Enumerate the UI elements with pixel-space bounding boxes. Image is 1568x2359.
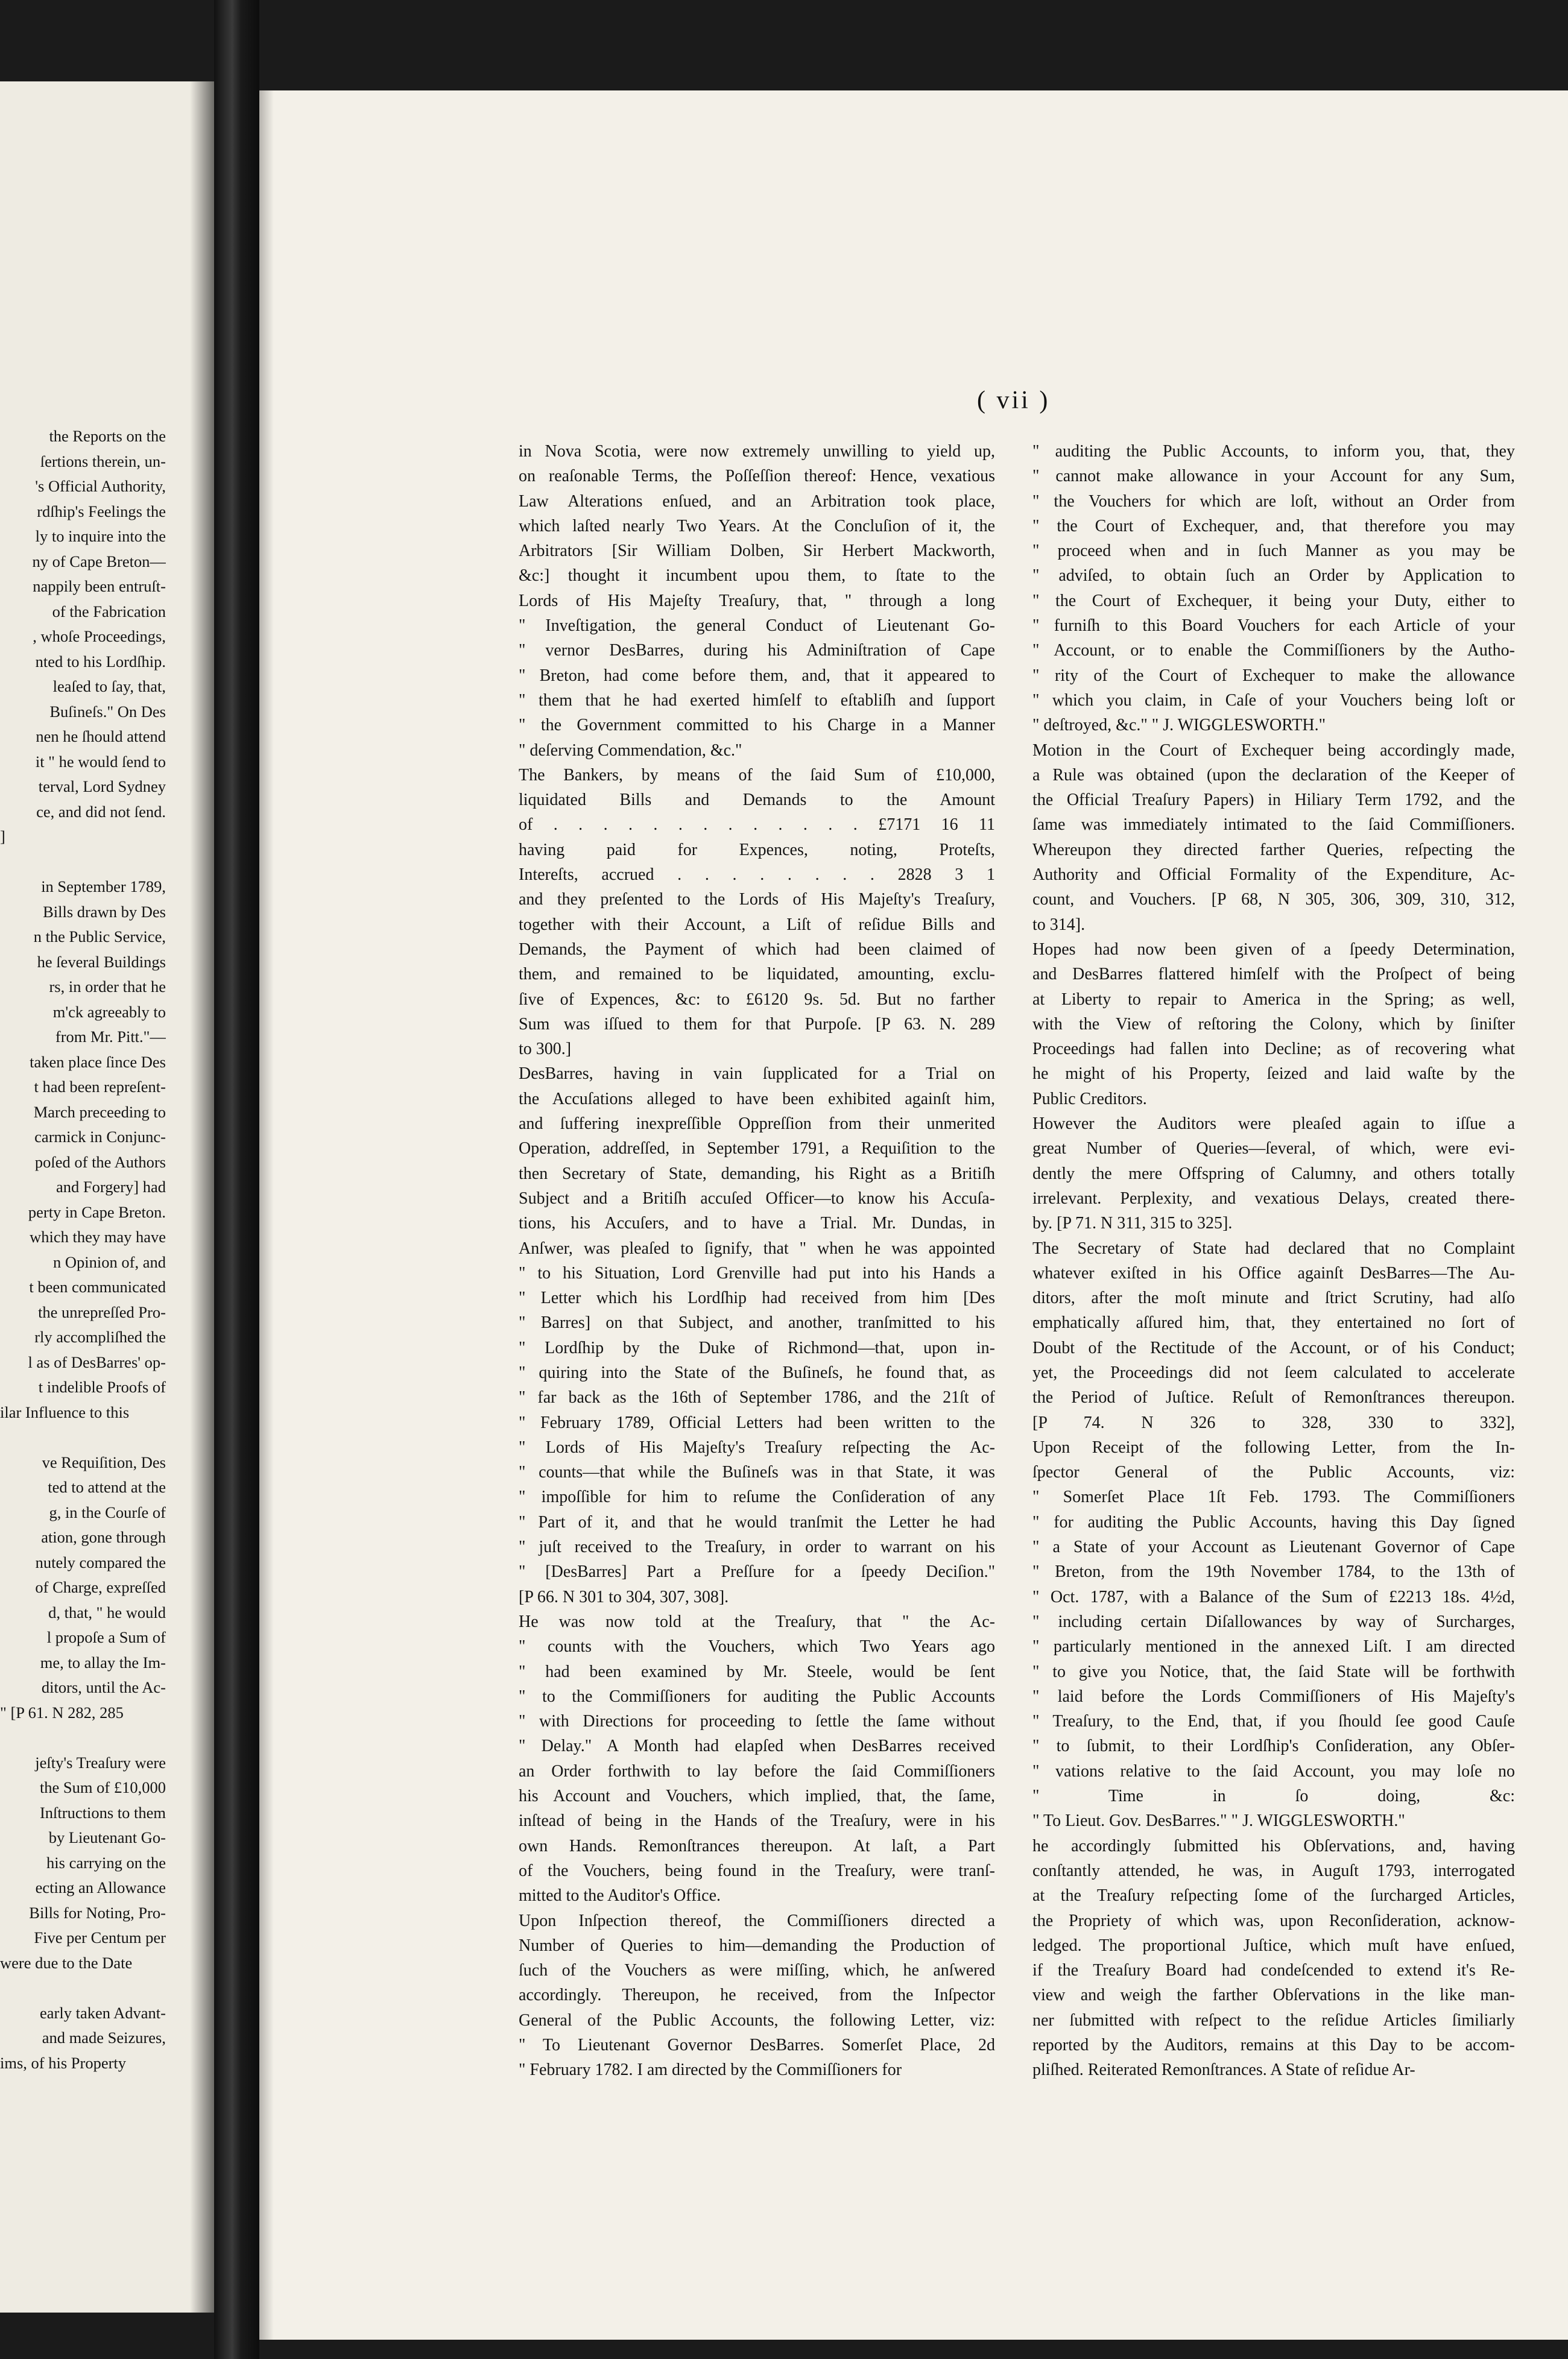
text-line: and they preſented to the Lords of His Majeſty's Treaſury, xyxy=(519,890,995,909)
text-line: tions, his Accuſers, and to have a Trial. Mr. Dundas, in xyxy=(519,1214,995,1233)
text-line: and made Seizures, xyxy=(42,2029,166,2047)
text-line: reported by the Auditors, remains at this Day to be accom- xyxy=(1032,2036,1515,2054)
text-line: view and weigh the farther Obſervations in the like man- xyxy=(1032,1986,1515,2005)
text-line: Operation, addreſſed, in September 1791, a Requiſition to the xyxy=(519,1139,995,1158)
text-line: Five per Centum per xyxy=(34,1928,166,1947)
text-line: " Lords of His Majeſty's Treaſury reſpecting the Ac- xyxy=(519,1438,995,1457)
text-line: ny of Cape Breton— xyxy=(32,552,166,570)
text-line: on reaſonable Terms, the Poſſeſſion thereof: Hence, vexatious xyxy=(519,467,995,486)
text-line: " juſt received to the Treaſury, in order to warrant on his xyxy=(519,1538,995,1557)
text-line: ce, and did not ſend. xyxy=(36,802,166,821)
text-line: his Account and Vouchers, which implied, that, the ſame, xyxy=(519,1787,995,1806)
text-line: g, in the Courſe of xyxy=(49,1503,166,1521)
text-line: " Somerſet Place 1ſt Feb. 1793. The Commiſſioners xyxy=(1032,1488,1515,1507)
text-line: ted to attend at the xyxy=(48,1478,166,1496)
text-line: " Breton, had come before them, and, that it appeared to xyxy=(519,666,995,685)
text-line: of the Fabrication xyxy=(52,602,166,621)
text-line: " the Court of Exchequer, it being your Duty, either to xyxy=(1032,591,1515,610)
text-line: whatever exiſted in his Office againſt DesBarres—The Au- xyxy=(1032,1263,1515,1283)
text-line: conſtantly attended, he was, in Auguſt 1793, interrogated xyxy=(1032,1861,1515,1880)
text-line: together with their Account, a Liſt of reſidue Bills and xyxy=(519,915,995,934)
text-line: " the Court of Exchequer, and, that therefore you may xyxy=(1032,516,1515,535)
text-line: ſive of Expences, &c: to £6120 9s. 5d. But no farther xyxy=(519,990,995,1009)
text-line: March preceeding to xyxy=(33,1102,166,1121)
text-line: n Opinion of, and xyxy=(53,1252,166,1271)
text-line: me, to allay the Im- xyxy=(40,1653,166,1672)
text-line: mitted to the Auditor's Office. xyxy=(519,1886,721,1906)
text-line: " Inveſtigation, the general Conduct of Lieutenant Go- xyxy=(519,616,995,636)
text-line: " Oct. 1787, with a Balance of the Sum of £2213 18s. 4½d, xyxy=(1032,1587,1515,1606)
text-line: the unrepreſſed Pro- xyxy=(38,1303,166,1321)
text-line: " furniſh to this Board Vouchers for each Article of your xyxy=(1032,616,1515,636)
text-line: poſed of the Authors xyxy=(34,1152,166,1171)
text-line: t had been repreſent- xyxy=(34,1078,166,1096)
text-line: " to the Commiſſioners for auditing the Public Accounts xyxy=(519,1687,995,1706)
text-line: it " he would ſend to xyxy=(35,752,166,771)
text-line: of Charge, expreſſed xyxy=(35,1578,166,1596)
text-line: " rity of the Court of Exchequer to make the allowance xyxy=(1032,666,1515,685)
text-line: in September 1789, xyxy=(41,877,166,895)
text-line: " cannot make allowance in your Account for any Sum, xyxy=(1032,467,1515,486)
text-line: if the Treaſury Board had condeſcended to extend it's Re- xyxy=(1032,1961,1515,1980)
text-line: " February 1782. I am directed by the Commiſſioners for xyxy=(519,2061,902,2080)
text-line: " deſtroyed, &c." " J. WIGGLESWORTH." xyxy=(1032,716,1326,735)
text-line: Subject and a Britiſh accuſed Officer—to know his Accuſa- xyxy=(519,1189,995,1208)
text-line: Doubt of the Rectitude of the Account, or of his Conduct; xyxy=(1032,1338,1515,1357)
text-line: ilar Influence to this xyxy=(0,1403,130,1421)
text-line: jeſty's Treaſury were xyxy=(35,1753,166,1772)
text-line: leaſed to ſay, that, xyxy=(52,677,166,695)
book-gutter xyxy=(214,0,259,2359)
text-line: 's Official Authority, xyxy=(35,477,166,495)
text-line: ] xyxy=(0,827,5,845)
text-line: ſuch of the Vouchers as were miſſing, which, he anſwered xyxy=(519,1961,995,1980)
text-line: he accordingly ſubmitted his Obſervations, and, having xyxy=(1032,1836,1515,1855)
text-line: Hopes had now been given of a ſpeedy Determination, xyxy=(1032,939,1515,959)
text-line: Intereſts, accrued . . . . . . . . 2828 3 1 xyxy=(519,865,995,885)
text-line: rly accompliſhed the xyxy=(34,1328,166,1346)
text-line: Upon Receipt of the following Letter, from the In- xyxy=(1032,1438,1515,1457)
text-line: " them that he had exerted himſelf to eſtabliſh and ſupport xyxy=(519,690,995,710)
text-line: ecting an Allowance xyxy=(35,1878,166,1896)
text-line: " laid before the Lords Commiſſioners of His Majeſty's xyxy=(1032,1687,1515,1706)
text-line: ſame was immediately intimated to the ſaid Commiſſioners. xyxy=(1032,815,1515,835)
text-line: " Letter which his Lordſhip had received from him [Des xyxy=(519,1289,995,1308)
text-line: them, and remained to be liquidated, amounting, exclu- xyxy=(519,965,995,984)
text-line: Law Alterations enſued, and an Arbitration took place, xyxy=(519,491,995,511)
text-line: Bills drawn by Des xyxy=(43,902,166,921)
text-line: dently the mere Offspring of Calumny, and others totally xyxy=(1032,1164,1515,1183)
text-line: " [P 61. N 282, 285 xyxy=(0,1703,124,1722)
text-line: " deſerving Commendation, &c." xyxy=(519,741,742,760)
text-line: inſtead of being in the Hands of the Treaſury, were in his xyxy=(519,1811,995,1831)
text-line: his carrying on the xyxy=(46,1853,166,1872)
text-line: General of the Public Accounts, the following Letter, viz: xyxy=(519,2010,995,2030)
text-line: rs, in order that he xyxy=(49,977,166,996)
text-line: " quiring into the State of the Buſineſs, he found that, as xyxy=(519,1363,995,1382)
text-line: " to ſubmit, to their Lordſhip's Conſideration, any Obſer- xyxy=(1032,1737,1515,1756)
text-line: ly to inquire into the xyxy=(35,527,166,545)
text-line xyxy=(0,1425,166,1450)
text-line: and DesBarres flattered himſelf with the Proſpect of being xyxy=(1032,965,1515,984)
text-line: pliſhed. Reiterated Remonſtrances. A State of reſidue Ar- xyxy=(1032,2061,1415,2080)
text-line: " counts with the Vouchers, which Two Years ago xyxy=(519,1637,995,1656)
text-line: in Nova Scotia, were now extremely unwilling to yield up, xyxy=(519,442,995,461)
text-line: ledged. The proportional Juſtice, which muſt have enſued, xyxy=(1032,1936,1515,1955)
text-line: nappily been entruſt- xyxy=(33,577,166,595)
text-line: which laſted nearly Two Years. At the Concluſion of it, the xyxy=(519,516,995,535)
text-line: [P 74. N 326 to 328, 330 to 332], xyxy=(1032,1413,1515,1432)
text-line: Whereupon they directed farther Queries, reſpecting the xyxy=(1032,840,1515,859)
text-line: ner ſubmitted with reſpect to the reſidue Articles ſimiliarly xyxy=(1032,2010,1515,2030)
text-line: which they may have xyxy=(30,1228,166,1246)
text-line: own Hands. Remonſtrances thereupon. At laſt, a Part xyxy=(519,1836,995,1855)
text-line: ims, of his Property xyxy=(0,2053,127,2072)
text-line: " Delay." A Month had elapſed when DesBarres received xyxy=(519,1737,995,1756)
text-line: early taken Advant- xyxy=(40,2003,166,2022)
text-line: ditors, until the Ac- xyxy=(41,1678,166,1696)
text-line: Upon Inſpection thereof, the Commiſſioners directed a xyxy=(519,1911,995,1930)
text-line: Buſineſs." On Des xyxy=(49,702,166,721)
text-line: an Order forthwith to lay before the ſaid Commiſſioners xyxy=(519,1761,995,1781)
text-line: " far back as the 16th of September 1786, and the 21ſt of xyxy=(519,1388,995,1407)
text-line: the Propriety of which was, upon Reconſideration, acknow- xyxy=(1032,1911,1515,1930)
text-line: nted to his Lordſhip. xyxy=(35,652,166,671)
text-line: accordingly. Thereupon, he received, from the Inſpector xyxy=(519,1986,995,2005)
text-line: of . . . . . . . . . . . . . £7171 16 11 xyxy=(519,815,995,835)
text-line: Lords of His Majeſty Treaſury, that, " through a long xyxy=(519,591,995,610)
text-line: " To Lieutenant Governor DesBarres. Somerſet Place, 2d xyxy=(519,2036,995,2054)
text-line: Demands, the Payment of which had been claimed of xyxy=(519,939,995,959)
text-line: Arbitrators [Sir William Dolben, Sir Herbert Mackworth, xyxy=(519,542,995,561)
text-line: " auditing the Public Accounts, to inform you, that, they xyxy=(1032,442,1515,461)
text-line: " particularly mentioned in the annexed Liſt. I am directed xyxy=(1032,1637,1515,1656)
text-line: n the Public Service, xyxy=(33,927,166,946)
text-line: , whoſe Proceedings, xyxy=(33,627,166,645)
text-line: and ſuffering inexpreſſible Oppreſſion from their unmerited xyxy=(519,1114,995,1134)
text-line: the Official Treaſury Papers) in Hiliary Term 1792, and the xyxy=(1032,791,1515,810)
text-line: the Sum of £10,000 xyxy=(39,1778,166,1796)
text-line: at the Treaſury reſpecting ſome of the ſurcharged Articles, xyxy=(1032,1886,1515,1906)
text-line: the Reports on the xyxy=(49,427,166,445)
text-line: " Treaſury, to the End, that, if you ſhould ſee good Cauſe xyxy=(1032,1712,1515,1731)
text-line: with the View of reſtoring the Colony, which by ſiniſter xyxy=(1032,1014,1515,1034)
text-line: " February 1789, Official Letters had been written to the xyxy=(519,1413,995,1432)
text-column-right xyxy=(1032,439,1515,2083)
text-line: The Secretary of State had declared that no Complaint xyxy=(1032,1239,1515,1258)
text-line: taken place ſince Des xyxy=(30,1052,166,1071)
text-line: Inſtructions to them xyxy=(39,1803,166,1822)
text-line: then Secretary of State, demanding, his Right as a Britiſh xyxy=(519,1164,995,1183)
text-line: ſpector General of the Public Accounts, viz: xyxy=(1032,1463,1515,1482)
text-line: and Forgery] had xyxy=(55,1178,166,1196)
text-line: " Barres] on that Subject, and another, tranſmitted to his xyxy=(519,1313,995,1333)
text-line: terval, Lord Sydney xyxy=(38,777,166,795)
text-line: m'ck agreeably to xyxy=(52,1002,166,1021)
text-line: " a State of your Account as Lieutenant Governor of Cape xyxy=(1032,1538,1515,1557)
text-line: " Time in ſo doing, &c: xyxy=(1032,1787,1515,1806)
text-line: Number of Queries to him—demanding the Production of xyxy=(519,1936,995,1955)
text-line: " Breton, from the 19th November 1784, to the 13th of xyxy=(1032,1562,1515,1582)
text-line: from Mr. Pitt."— xyxy=(55,1028,166,1046)
text-line: emphatically aſſured him, that, they entertained no ſort of xyxy=(1032,1313,1515,1333)
text-line: " which you claim, in Caſe of your Vouchers being loſt or xyxy=(1032,690,1515,710)
text-line: he might of his Property, ſeized and laid waſte by the xyxy=(1032,1064,1515,1084)
left-page-text-fragment xyxy=(0,424,166,2076)
text-line: he ſeveral Buildings xyxy=(37,952,166,971)
text-line: " with Directions for proceeding to ſettle the ſame without xyxy=(519,1712,995,1731)
text-line xyxy=(0,1975,166,2001)
text-line: &c:] thought it incumbent upou them, to ſtate to the xyxy=(519,566,995,586)
text-line: rdſhip's Feelings the xyxy=(37,502,166,520)
text-line: were due to the Date xyxy=(0,1953,133,1972)
text-line: " for auditing the Public Accounts, having this Day ſigned xyxy=(1032,1512,1515,1532)
text-line: " Lordſhip by the Duke of Richmond—that, upon in- xyxy=(519,1338,995,1357)
text-line: " counts—that while the Buſineſs was in that State, it was xyxy=(519,1463,995,1482)
text-line: DesBarres, having in vain ſupplicated for a Trial on xyxy=(519,1064,995,1084)
text-line: The Bankers, by means of the ſaid Sum of £10,000, xyxy=(519,765,995,785)
text-line: a Rule was obtained (upon the declaration of the Keeper of xyxy=(1032,765,1515,785)
page-number-header: ( vii ) xyxy=(977,387,1051,414)
text-line: " including certain Diſallowances by way of Surcharges, xyxy=(1032,1612,1515,1631)
text-line: " impoſſible for him to reſume the Conſideration of any xyxy=(519,1488,995,1507)
text-line: by Lieutenant Go- xyxy=(48,1828,166,1846)
text-line: Proceedings had fallen into Decline; as of recovering what xyxy=(1032,1040,1515,1059)
text-line: t been communicated xyxy=(29,1278,166,1296)
text-line xyxy=(0,850,166,875)
text-line: l propoſe a Sum of xyxy=(46,1628,166,1646)
text-line: having paid for Expences, noting, Proteſts, xyxy=(519,840,995,859)
text-line: He was now told at the Treaſury, that " the Ac- xyxy=(519,1612,995,1631)
text-line: " vernor DesBarres, during his Adminiſtration of Cape xyxy=(519,641,995,660)
text-line: ditors, after the moſt minute and ſtrict Scrutiny, had alſo xyxy=(1032,1289,1515,1308)
text-line: ation, gone through xyxy=(41,1528,166,1546)
text-line: Sum was iſſued to them for that Purpoſe. [P 63. N. 289 xyxy=(519,1014,995,1034)
text-line: " [DesBarres] Part a Preſſure for a ſpeedy Deciſion." xyxy=(519,1562,995,1582)
text-line: d, that, " he would xyxy=(48,1603,166,1622)
text-line: nutely compared the xyxy=(35,1553,166,1571)
text-line: " vations relative to the ſaid Account, you may loſe no xyxy=(1032,1761,1515,1781)
text-line: However the Auditors were pleaſed again to iſſue a xyxy=(1032,1114,1515,1134)
text-line: " the Government committed to his Charge in a Manner xyxy=(519,716,995,735)
text-line: nen he ſhould attend xyxy=(36,727,166,745)
text-line: " to give you Notice, that, the ſaid State will be forthwith xyxy=(1032,1662,1515,1681)
text-line: " had been examined by Mr. Steele, would be ſent xyxy=(519,1662,995,1681)
text-line: yet, the Proceedings did not ſeem calculated to accelerate xyxy=(1032,1363,1515,1382)
text-line: of the Vouchers, being found in the Treaſury, were tranſ- xyxy=(519,1861,995,1880)
text-line xyxy=(0,1725,166,1751)
text-line: Public Creditors. xyxy=(1032,1089,1147,1108)
text-line: liquidated Bills and Demands to the Amount xyxy=(519,791,995,810)
text-line: t indelible Proofs of xyxy=(38,1378,166,1396)
text-line: by. [P 71. N 311, 315 to 325]. xyxy=(1032,1214,1233,1233)
text-line: " to his Situation, Lord Grenville had put into his Hands a xyxy=(519,1263,995,1283)
text-line: " adviſed, to obtain ſuch an Order by Application to xyxy=(1032,566,1515,586)
text-line: perty in Cape Breton. xyxy=(28,1202,166,1221)
text-line: carmick in Conjunc- xyxy=(34,1128,166,1146)
text-line: [P 66. N 301 to 304, 307, 308]. xyxy=(519,1587,729,1606)
text-line: " the Vouchers for which are loſt, without an Order from xyxy=(1032,491,1515,511)
text-line: to 314]. xyxy=(1032,915,1086,934)
text-line: count, and Vouchers. [P 68, N 305, 306, 309, 310, 312, xyxy=(1032,890,1515,909)
text-line: Motion in the Court of Exchequer being accordingly made, xyxy=(1032,741,1515,760)
main-page xyxy=(259,90,1568,2340)
text-line: ve Requiſition, Des xyxy=(42,1453,166,1471)
text-line: Authority and Official Formality of the Expenditure, Ac- xyxy=(1032,865,1515,885)
text-line: l as of DesBarres' op- xyxy=(28,1353,166,1371)
text-line: Anſwer, was pleaſed to ſignify, that " when he was appointed xyxy=(519,1239,995,1258)
text-line: great Number of Queries—ſeveral, of which, were evi- xyxy=(1032,1139,1515,1158)
text-line: the Period of Juſtice. Reſult of Remonſtrances thereupon. xyxy=(1032,1388,1515,1407)
text-line: at Liberty to repair to America in the Spring; as well, xyxy=(1032,990,1515,1009)
text-line: " Account, or to enable the Commiſſioners by the Autho- xyxy=(1032,641,1515,660)
text-line: " To Lieut. Gov. DesBarres." " J. WIGGLESWORTH." xyxy=(1032,1811,1405,1831)
text-column-left xyxy=(519,439,995,2083)
text-line: ſertions therein, un- xyxy=(40,452,166,470)
text-line: irrelevant. Perplexity, and vexatious Delays, created there- xyxy=(1032,1189,1515,1208)
text-line: the Accuſations alleged to have been exhibited againſt him, xyxy=(519,1089,995,1108)
text-line: " proceed when and in ſuch Manner as you may be xyxy=(1032,542,1515,561)
left-page xyxy=(0,81,214,2313)
text-line: to 300.] xyxy=(519,1040,572,1059)
text-line: Bills for Noting, Pro- xyxy=(29,1903,166,1922)
text-line: " Part of it, and that he would tranſmit the Letter he had xyxy=(519,1512,995,1532)
